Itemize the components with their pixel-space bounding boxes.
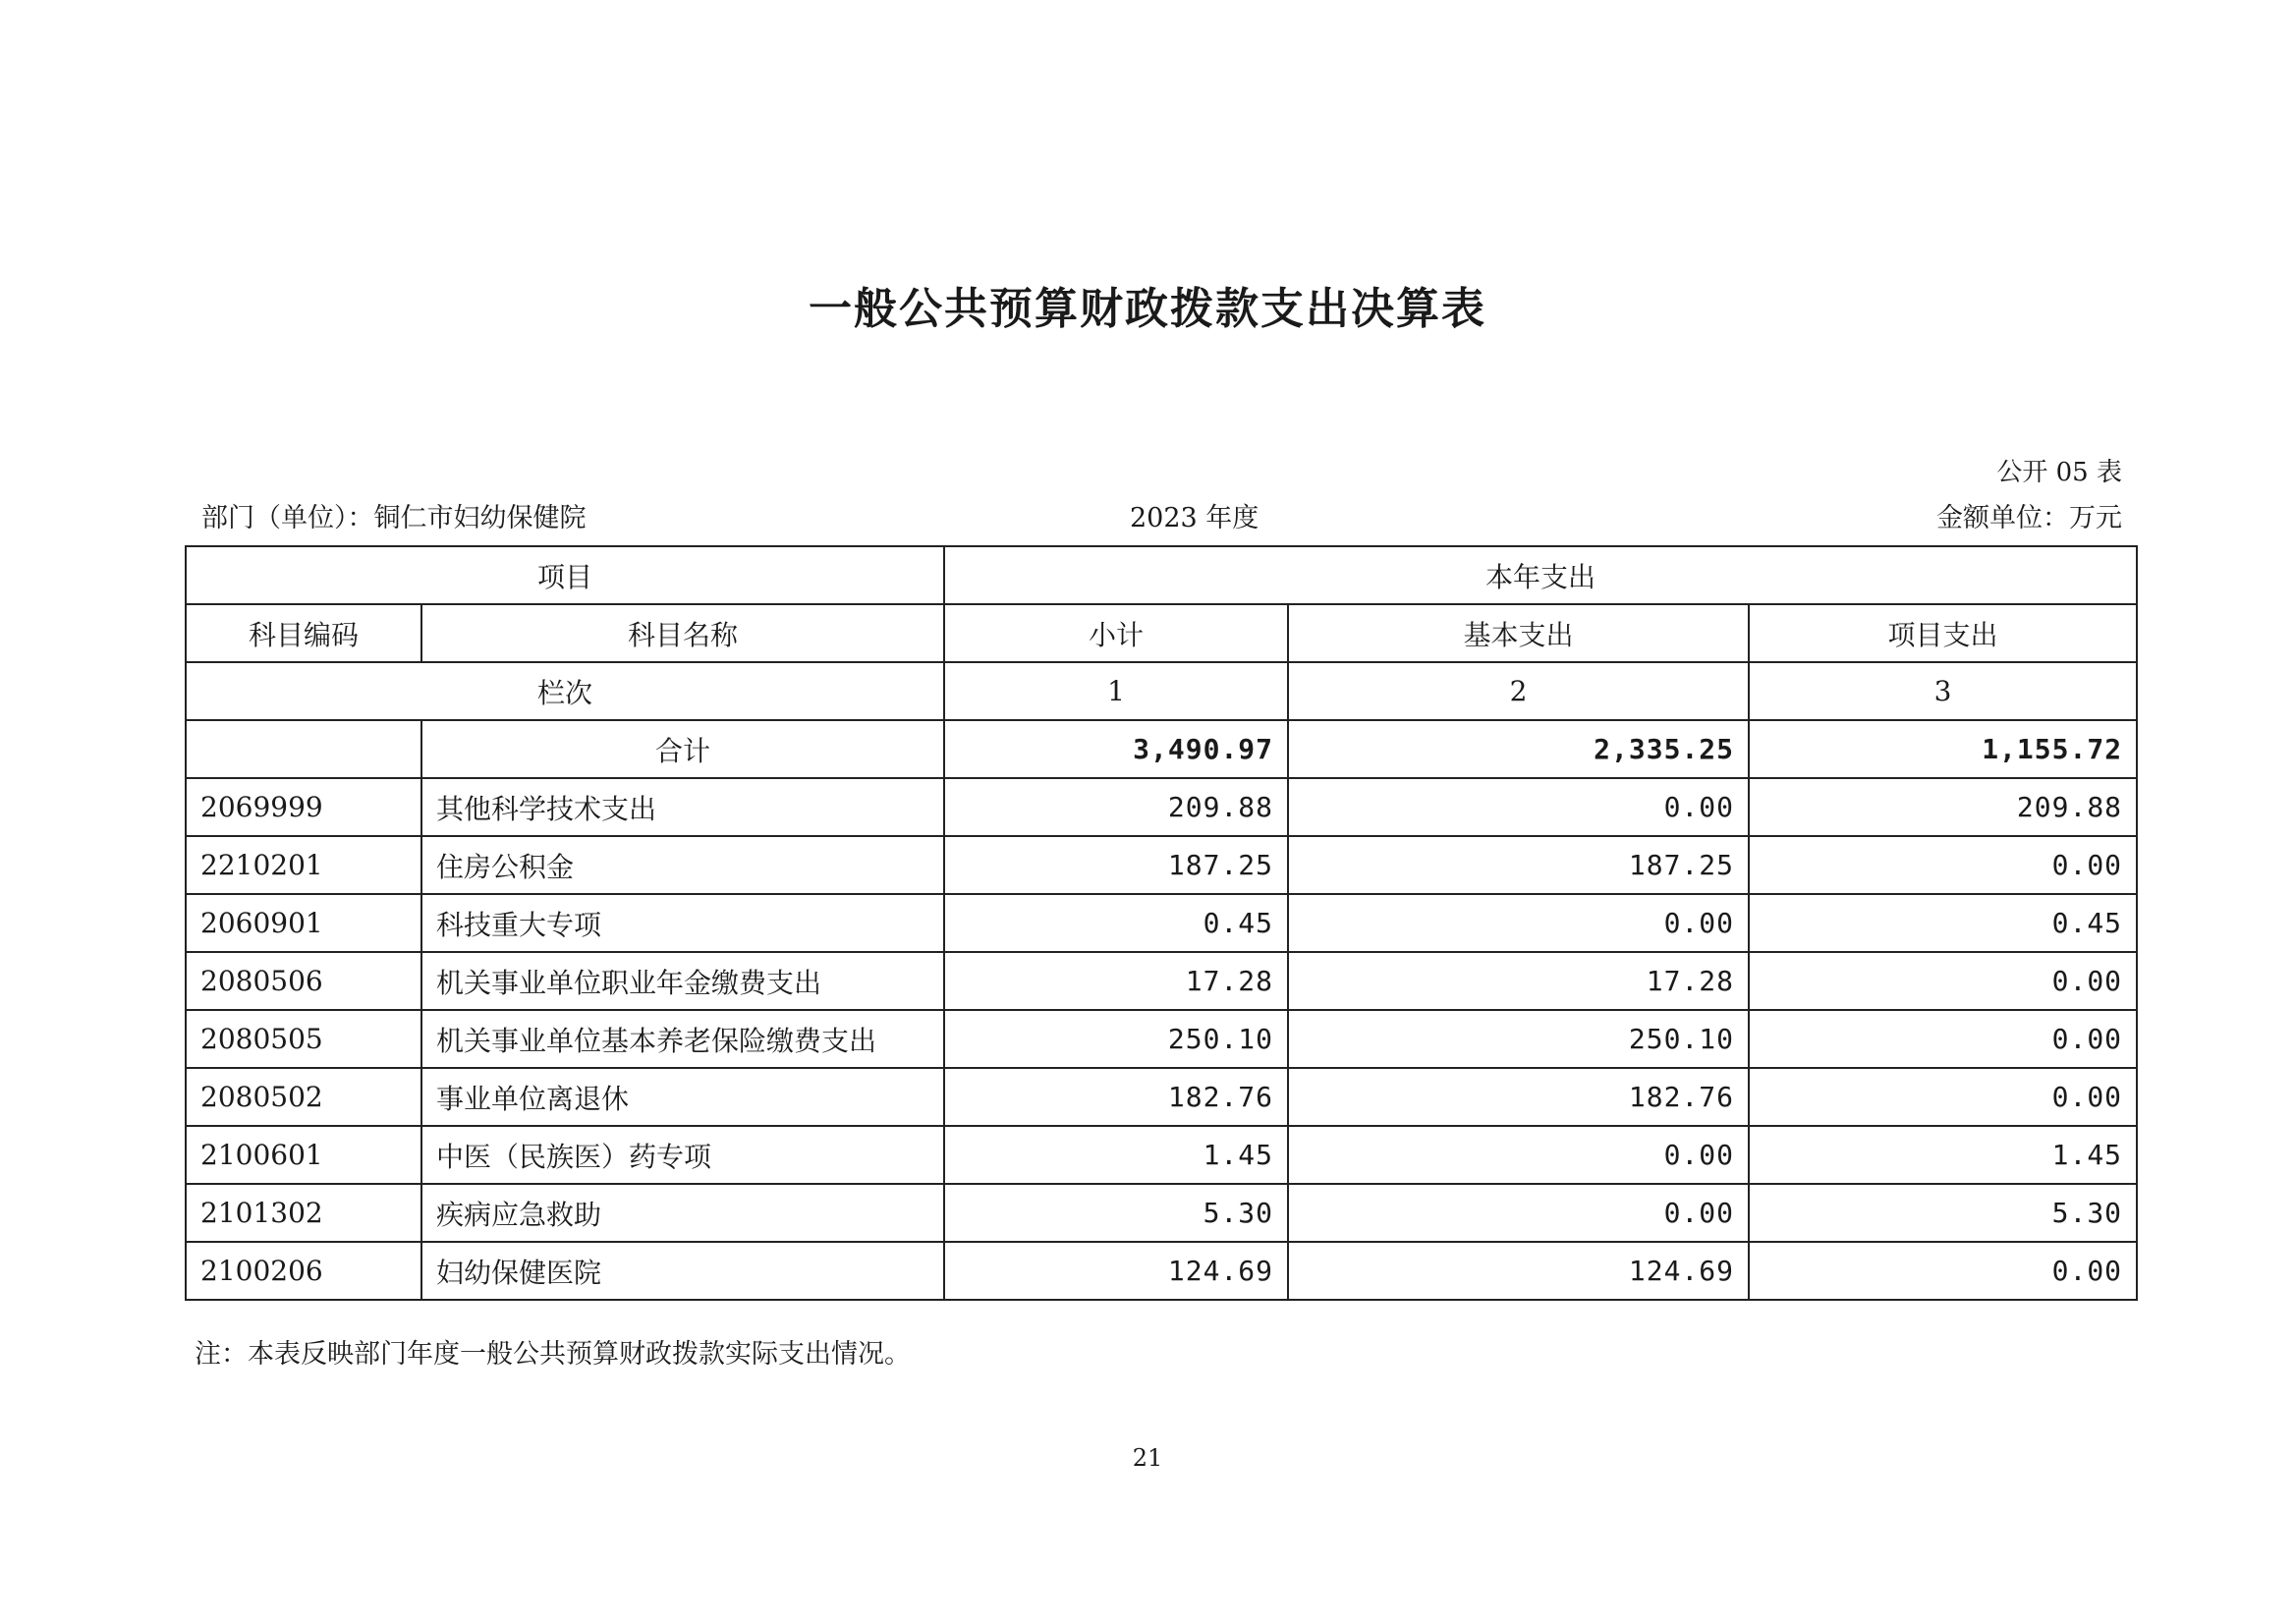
row-project: 0.45 — [1749, 894, 2137, 952]
table-body — [186, 546, 2137, 1300]
fiscal-year: 2023 年度 — [1130, 503, 1259, 533]
row-name: 机关事业单位职业年金缴费支出 — [421, 952, 944, 1010]
row-name: 中医（民族医）药专项 — [421, 1126, 944, 1184]
total-label: 合计 — [421, 720, 944, 778]
expenditure-table — [185, 545, 2138, 1301]
row-basic: 17.28 — [1288, 952, 1749, 1010]
row-subtotal: 5.30 — [944, 1184, 1288, 1242]
row-name: 妇幼保健医院 — [421, 1242, 944, 1300]
row-basic: 0.00 — [1288, 778, 1749, 836]
header-row-1 — [186, 546, 2137, 604]
row-code: 2101302 — [186, 1184, 421, 1242]
department-label: 部门（单位）：铜仁市妇幼保健院 — [201, 503, 587, 533]
header-column-no: 栏次 — [186, 662, 944, 720]
row-basic: 187.25 — [1288, 836, 1749, 894]
header-col-1: 1 — [944, 662, 1288, 720]
row-project: 1.45 — [1749, 1126, 2137, 1184]
header-name: 科目名称 — [421, 604, 944, 662]
row-subtotal: 187.25 — [944, 836, 1288, 894]
row-code: 2080505 — [186, 1010, 421, 1068]
row-subtotal: 1.45 — [944, 1126, 1288, 1184]
row-subtotal: 250.10 — [944, 1010, 1288, 1068]
header-basic: 基本支出 — [1288, 604, 1749, 662]
table-row — [186, 952, 2137, 1010]
row-name: 科技重大专项 — [421, 894, 944, 952]
row-basic: 124.69 — [1288, 1242, 1749, 1300]
header-row-3 — [186, 662, 2137, 720]
row-project: 0.00 — [1749, 952, 2137, 1010]
row-name: 其他科学技术支出 — [421, 778, 944, 836]
row-code: 2210201 — [186, 836, 421, 894]
row-code: 2069999 — [186, 778, 421, 836]
row-name: 疾病应急救助 — [421, 1184, 944, 1242]
total-subtotal: 3,490.97 — [944, 720, 1288, 778]
row-project: 0.00 — [1749, 1068, 2137, 1126]
form-number: 公开 05 表 — [1996, 458, 2122, 487]
header-col-2: 2 — [1288, 662, 1749, 720]
header-subtotal: 小计 — [944, 604, 1288, 662]
row-project: 209.88 — [1749, 778, 2137, 836]
table-row — [186, 1242, 2137, 1300]
row-code: 2060901 — [186, 894, 421, 952]
total-code-cell — [186, 720, 421, 778]
row-subtotal: 17.28 — [944, 952, 1288, 1010]
row-basic: 0.00 — [1288, 1126, 1749, 1184]
total-project: 1,155.72 — [1749, 720, 2137, 778]
table-note: 注：本表反映部门年度一般公共预算财政拨款实际支出情况。 — [195, 1339, 911, 1370]
table-row — [186, 894, 2137, 952]
row-name: 事业单位离退休 — [421, 1068, 944, 1126]
header-code: 科目编码 — [186, 604, 421, 662]
row-project: 0.00 — [1749, 1242, 2137, 1300]
total-row — [186, 720, 2137, 778]
row-name: 住房公积金 — [421, 836, 944, 894]
table-row — [186, 1184, 2137, 1242]
table-row — [186, 1068, 2137, 1126]
header-col-3: 3 — [1749, 662, 2137, 720]
row-basic: 0.00 — [1288, 894, 1749, 952]
row-subtotal: 209.88 — [944, 778, 1288, 836]
header-project: 项目支出 — [1749, 604, 2137, 662]
row-code: 2080502 — [186, 1068, 421, 1126]
row-basic: 250.10 — [1288, 1010, 1749, 1068]
row-basic: 0.00 — [1288, 1184, 1749, 1242]
row-code: 2100601 — [186, 1126, 421, 1184]
page-title: 一般公共预算财政拨款支出决算表 — [809, 284, 1486, 334]
table-row — [186, 1126, 2137, 1184]
header-item: 项目 — [186, 546, 944, 604]
header-current-year: 本年支出 — [944, 546, 2137, 604]
total-basic: 2,335.25 — [1288, 720, 1749, 778]
row-code: 2080506 — [186, 952, 421, 1010]
row-project: 5.30 — [1749, 1184, 2137, 1242]
row-subtotal: 0.45 — [944, 894, 1288, 952]
page-number: 21 — [1132, 1444, 1163, 1472]
row-name: 机关事业单位基本养老保险缴费支出 — [421, 1010, 944, 1068]
row-basic: 182.76 — [1288, 1068, 1749, 1126]
amount-unit: 金额单位：万元 — [1936, 503, 2122, 533]
row-subtotal: 124.69 — [944, 1242, 1288, 1300]
row-project: 0.00 — [1749, 836, 2137, 894]
header-row-2 — [186, 604, 2137, 662]
row-subtotal: 182.76 — [944, 1068, 1288, 1126]
row-project: 0.00 — [1749, 1010, 2137, 1068]
table-row — [186, 836, 2137, 894]
table-row — [186, 778, 2137, 836]
table-row — [186, 1010, 2137, 1068]
row-code: 2100206 — [186, 1242, 421, 1300]
